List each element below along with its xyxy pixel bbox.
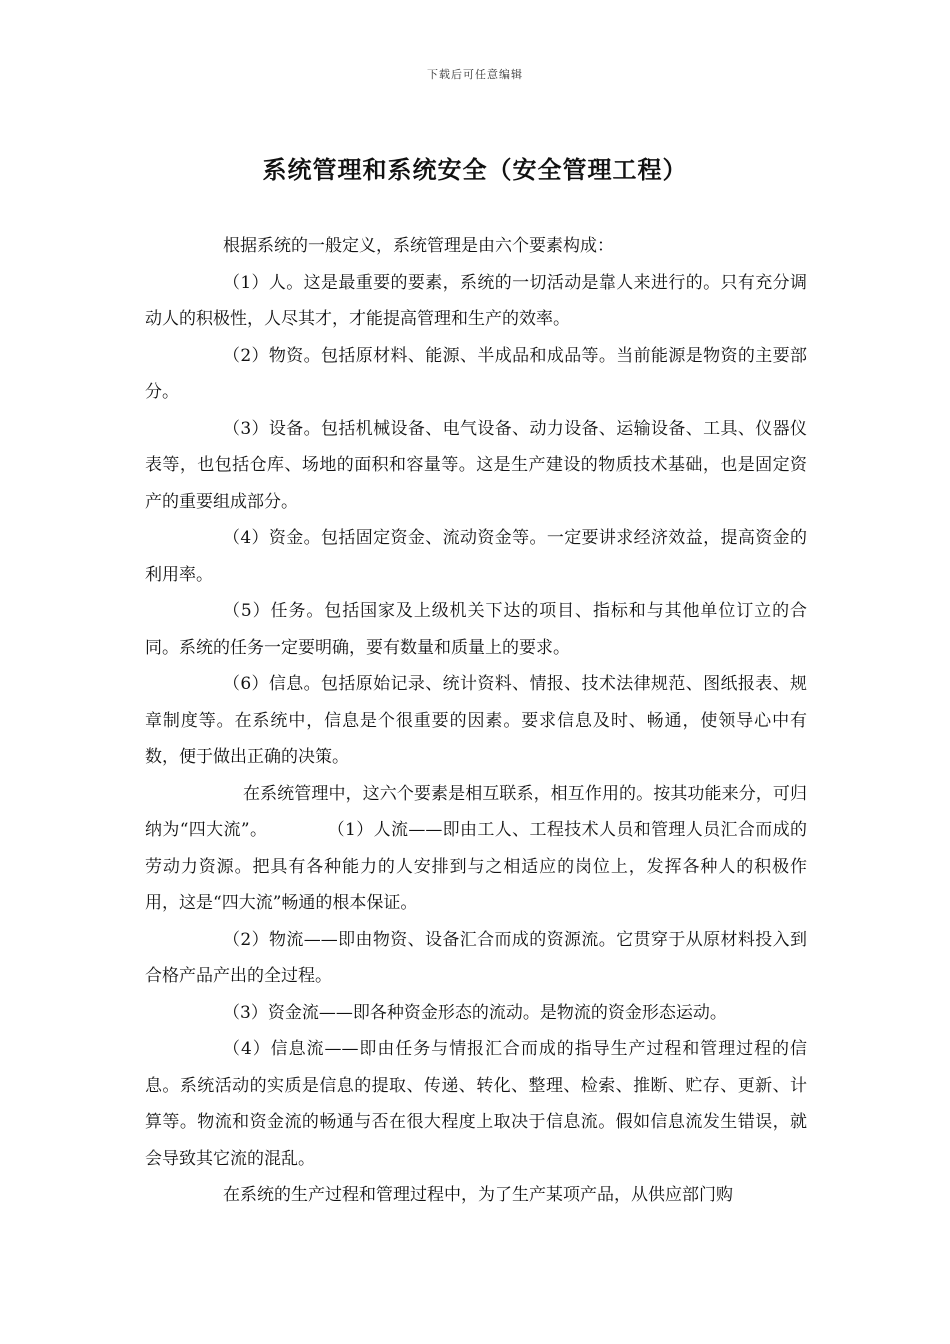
paragraph-production-process: 在系统的生产过程和管理过程中，为了生产某项产品，从供应部门购: [223, 1185, 733, 1205]
paragraph-element-funds: （4）资金。包括固定资金、流动资金等。一定要讲求经济效益，提高资金的利用率。: [145, 528, 807, 585]
paragraph-capital-flow: （3）资金流——即各种资金形态的流动。是物流的资金形态运动。: [223, 1002, 727, 1023]
paragraph-four-flows: [145, 776, 807, 922]
paragraph-element-information: （6）信息。包括原始记录、统计资料、情报、技术法律规范、图纸报表、规章制度等。在系统中，信息是个很重要的因素。要求信息及时、畅通，使领导心中有数，便于做出正确的决策。: [145, 674, 807, 767]
document-title: 系统管理和系统安全（安全管理工程）: [262, 155, 688, 184]
paragraph-element-equipment: （3）设备。包括机械设备、电气设备、动力设备、运输设备、工具、仪器仪表等，也包括仓库、场地的面积和容量等。这是生产建设的物质技术基础，也是固定资产的重要组成部分。: [145, 418, 807, 512]
people-flow-text: （1）人流——即由工人、工程技术人员和管理人员汇合而成的劳动力资源。把具有各种能力的人安排到与之相适应的岗位上，发挥各种人的积极作用，这是“四大流”畅通的根本保证。: [145, 820, 807, 913]
paragraph-element-materials: （2）物资。包括原材料、能源、半成品和成品等。当前能源是物资的主要部分。: [145, 345, 807, 402]
header-note: 下载后可任意编辑: [427, 68, 523, 81]
paragraph-material-flow: （2）物流——即由物资、设备汇合而成的资源流。它贯穿于从原材料投入到合格产品产出的全过程。: [145, 929, 807, 986]
document-body: [145, 228, 807, 1214]
four-flows-intro: 在系统管理中，这六个要素是相互联系，相互作用的。按其功能来分，可归纳为“四大流”。: [145, 783, 807, 840]
paragraph-intro: 根据系统的一般定义，系统管理是由六个要素构成：: [223, 236, 614, 256]
paragraph-element-tasks: （5）任务。包括国家及上级机关下达的项目、指标和与其他单位订立的合同。系统的任务一定要明确，要有数量和质量上的要求。: [145, 601, 807, 658]
paragraph-element-people: （1）人。这是最重要的要素，系统的一切活动是靠人来进行的。只有充分调动人的积极性，人尽其才，才能提高管理和生产的效率。: [145, 272, 807, 329]
paragraph-information-flow: （4）信息流——即由任务与情报汇合而成的指导生产过程和管理过程的信息。系统活动的实质是信息的提取、传递、转化、整理、检索、推断、贮存、更新、计算等。物流和资金流的畅通与否在很大程度上取决于信息流。假如信息流发生错误，就会导致其它流的混乱。: [145, 1039, 807, 1169]
